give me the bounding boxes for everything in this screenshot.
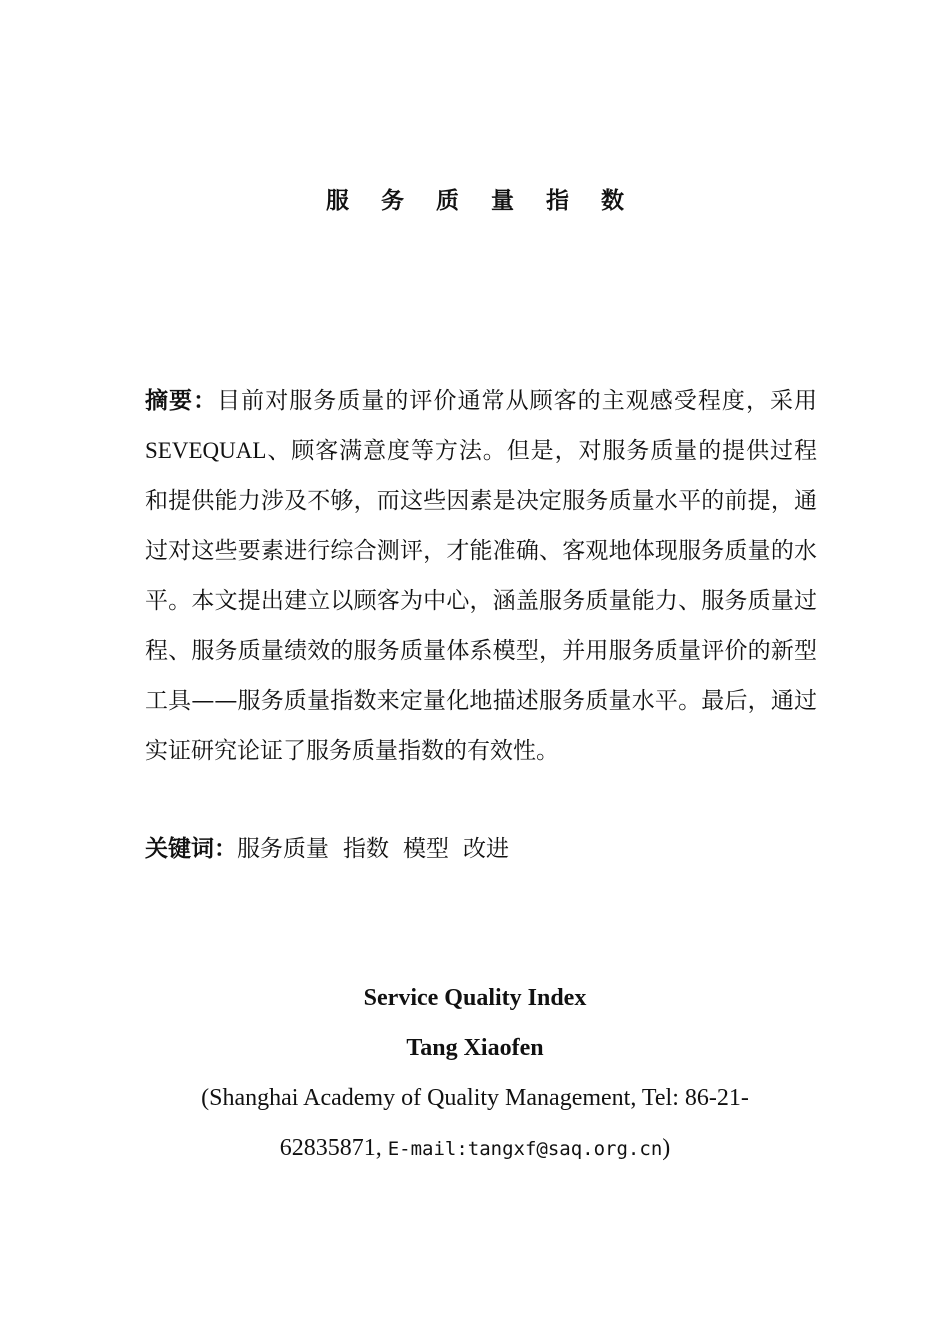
keywords-line — [145, 824, 817, 874]
abstract-text-part-2: 、顾客满意度等方法。但是，对服务质量的提供过程和提供能力涉及不够，而这些因素是决定服务质量水平的前提，通过对这些要素进行综合测评，才能准确、客观地体现服务质量的水平。本文提出建立以顾客为中心，涵盖服务质量能力、服务质量过程、服务质量绩效的服务质量体系模型，并用服务质量评价的新型工具——服务质量指数来定量化地描述服务质量水平。最后，通过实证研究论证了服务质量指数的有效性。 — [145, 438, 817, 764]
email-address: E-mail:tangxf@saq.org.cn — [387, 1138, 663, 1160]
english-header — [145, 973, 805, 1174]
english-author: Tang Xiaofen — [406, 1035, 544, 1061]
keyword-item: 服务质量 — [237, 836, 329, 862]
keyword-item: 改进 — [463, 836, 509, 862]
keyword-item: 指数 — [343, 836, 389, 862]
abstract-text-part-1: 目前对服务质量的评价通常从顾客的主观感受程度，采用 — [217, 388, 818, 414]
keywords-label: 关键词： — [145, 836, 237, 862]
page-title: 服 务 质 量 指 数 — [325, 188, 637, 214]
abstract-paragraph — [145, 376, 817, 776]
abstract-term: SEVEQUAL — [145, 438, 267, 463]
closing-paren: ) — [662, 1135, 671, 1161]
keyword-item: 模型 — [403, 836, 449, 862]
english-title: Service Quality Index — [363, 985, 587, 1011]
abstract-label: 摘要： — [145, 388, 218, 414]
affiliation-phone-tail: 62835871, — [279, 1135, 388, 1161]
affiliation-line-1: (Shanghai Academy of Quality Management, Tel: 86-21- — [201, 1085, 749, 1111]
affiliation-line-2 — [145, 1123, 805, 1174]
